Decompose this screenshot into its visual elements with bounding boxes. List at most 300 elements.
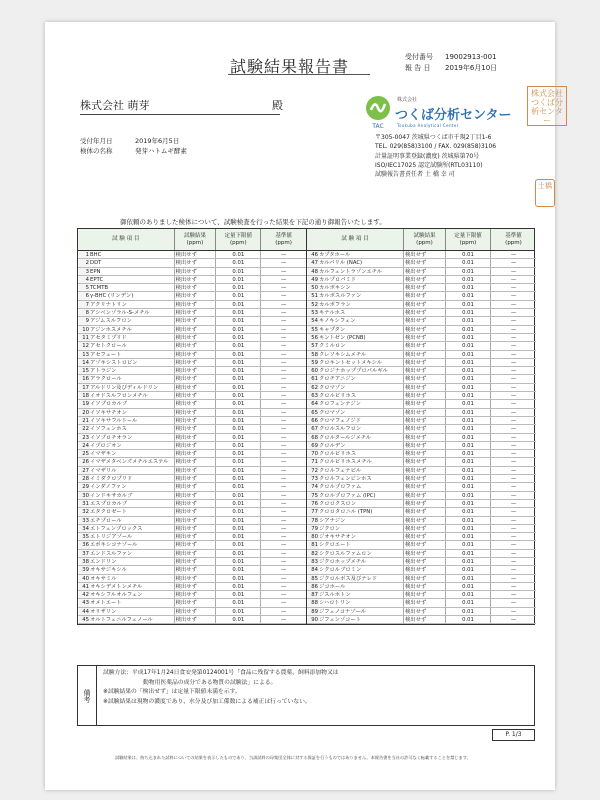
std-cell: — (280, 608, 287, 615)
item-cell (307, 342, 404, 349)
lab-phone: TEL. 029(858)3100 / FAX. 029(858)3106 (375, 143, 497, 151)
limit-cell: 0.01 (216, 400, 261, 407)
received-date-label: 受付年月日 (80, 137, 113, 145)
limit-cell: 0.01 (216, 375, 261, 382)
result-cell: 検出せず (175, 558, 217, 565)
item-number: 72 (308, 467, 319, 474)
table-row (307, 384, 536, 392)
std-cell: — (510, 301, 517, 308)
item-number: 37 (79, 550, 90, 557)
table-row (307, 566, 536, 574)
result-cell: 検出せず (404, 458, 446, 465)
item-cell (78, 384, 175, 391)
result-cell: 検出せず (404, 475, 446, 482)
limit-cell: 0.01 (216, 492, 261, 499)
result-cell: 検出せず (175, 442, 217, 449)
limit-cell: 0.01 (216, 384, 261, 391)
item-name: クロチアニジン (319, 376, 356, 383)
result-cell: 検出せず (404, 251, 446, 258)
result-cell: 検出せず (404, 575, 446, 582)
item-number: 74 (308, 483, 319, 490)
table-row (78, 483, 306, 491)
item-name: アジムスルフロン (90, 318, 132, 325)
item-name: シハロトリン (319, 600, 351, 607)
table-row (78, 317, 306, 325)
std-cell: — (280, 459, 287, 466)
std-cell: — (510, 459, 517, 466)
std-cell: — (280, 617, 287, 624)
limit-cell: 0.01 (216, 309, 261, 316)
std-cell: — (510, 600, 517, 607)
item-cell (307, 566, 404, 573)
limit-cell: 0.01 (446, 309, 491, 316)
result-cell: 検出せず (404, 259, 446, 266)
item-number: 56 (308, 334, 319, 341)
sample-info (80, 136, 187, 156)
header-item: 試 験 項 目 (307, 229, 404, 250)
item-name: クロロタロニル (TPN) (319, 509, 373, 516)
item-name: EPN (90, 268, 101, 275)
result-cell: 検出せず (175, 450, 217, 457)
item-number: 62 (308, 384, 319, 391)
item-cell (307, 334, 404, 341)
item-name: イソプロチオラン (90, 434, 133, 441)
item-cell (307, 541, 404, 548)
item-number: 42 (79, 591, 90, 598)
limit-cell: 0.01 (446, 417, 491, 424)
item-name: DDT (90, 260, 102, 267)
item-name: クロジナホッププロパルギル (319, 368, 388, 375)
table-row (78, 284, 306, 292)
result-cell: 検出せず (175, 384, 217, 391)
item-name: オリザリン (90, 608, 117, 615)
item-name: クロルピリホス (319, 451, 357, 458)
item-cell (78, 417, 175, 424)
limit-cell: 0.01 (216, 533, 261, 540)
item-number: 69 (308, 442, 319, 449)
item-cell (307, 450, 404, 457)
std-cell: — (510, 467, 517, 474)
item-number: 38 (79, 558, 90, 565)
item-name: シクロスルファムロン (319, 550, 372, 557)
item-cell (78, 400, 175, 407)
item-name: ジクロルボス及びナレド (319, 575, 378, 582)
result-cell: 検出せず (175, 533, 217, 540)
result-cell: 検出せず (404, 508, 446, 515)
result-cell: 検出せず (404, 359, 446, 366)
title-underline (228, 74, 370, 75)
result-cell: 検出せず (175, 251, 217, 258)
item-name: エンドスルファン (90, 550, 133, 557)
item-name: クロフェンテジン (319, 401, 361, 408)
limit-cell: 0.01 (446, 351, 491, 358)
item-number: 29 (79, 483, 90, 490)
item-name: ジクロン (319, 525, 341, 532)
item-name: イミダクロプリド (90, 476, 133, 483)
item-number: 89 (308, 608, 319, 615)
item-name: キナルホス (319, 310, 346, 317)
item-name: カルボフラン (319, 301, 351, 308)
table-row (78, 359, 306, 367)
item-name: インダノファン (90, 484, 127, 491)
limit-cell: 0.01 (446, 599, 491, 606)
item-name: カルフェントラゾンエチル (319, 268, 383, 275)
item-name: クロルプロファム (IPC) (319, 492, 376, 499)
table-row (78, 409, 306, 417)
result-cell: 検出せず (404, 450, 446, 457)
item-cell (307, 375, 404, 382)
item-number: 45 (79, 616, 90, 623)
limit-cell: 0.01 (216, 326, 261, 333)
std-cell: — (280, 426, 287, 433)
item-cell (78, 558, 175, 565)
std-cell: — (510, 426, 517, 433)
item-name: オキシデメトンメチル (90, 583, 143, 590)
std-cell: — (510, 359, 517, 366)
limit-cell: 0.01 (446, 276, 491, 283)
item-number: 58 (308, 351, 319, 358)
table-row (307, 417, 536, 425)
std-cell: — (280, 252, 287, 258)
result-cell: 検出せず (175, 434, 217, 441)
item-cell (307, 417, 404, 424)
item-cell (78, 566, 175, 573)
result-cell: 検出せず (175, 259, 217, 266)
limit-cell: 0.01 (446, 458, 491, 465)
result-cell: 検出せず (404, 268, 446, 275)
std-cell: — (510, 567, 517, 574)
result-cell: 検出せず (175, 276, 217, 283)
item-cell (307, 326, 404, 333)
header-std: 基準値 (ppm) (505, 232, 522, 246)
table-row (78, 351, 306, 359)
std-cell: — (280, 260, 287, 267)
result-cell: 検出せず (404, 492, 446, 499)
item-number: 24 (79, 442, 90, 449)
result-cell: 検出せず (175, 599, 217, 606)
result-cell: 検出せず (175, 517, 217, 524)
table-row (307, 550, 536, 558)
limit-cell: 0.01 (446, 268, 491, 275)
item-name: ジスルホトン (319, 592, 351, 599)
item-cell (78, 475, 175, 482)
std-cell: — (510, 343, 517, 350)
item-name: クロマゾン (319, 384, 346, 391)
std-cell: — (510, 276, 517, 283)
report-date: 2019年6月10日 (445, 64, 498, 72)
table-row (307, 425, 536, 433)
item-cell (78, 292, 175, 299)
item-number: 40 (79, 575, 90, 582)
item-cell (78, 591, 175, 598)
table-row (307, 541, 536, 549)
table-row (78, 608, 306, 616)
result-cell: 検出せず (404, 351, 446, 358)
limit-cell: 0.01 (216, 284, 261, 291)
table-row (307, 583, 536, 591)
item-name: シクロエート (319, 542, 351, 549)
result-cell: 検出せず (404, 417, 446, 424)
result-cell: 検出せず (175, 591, 217, 598)
item-number: 19 (79, 400, 90, 407)
result-cell: 検出せず (175, 417, 217, 424)
table-row (307, 525, 536, 533)
limit-cell: 0.01 (216, 409, 261, 416)
std-cell: — (510, 318, 517, 325)
item-number: 17 (79, 384, 90, 391)
table-row (78, 508, 306, 516)
lab-address: 〒305-0047 茨城県つくば市千現2丁目1-6 (375, 134, 492, 141)
result-cell: 検出せず (404, 392, 446, 399)
item-number: 61 (308, 375, 319, 382)
item-number: 41 (79, 583, 90, 590)
item-cell (307, 317, 404, 324)
item-name: オキサジキシル (90, 567, 127, 574)
std-cell: — (280, 534, 287, 541)
table-row (307, 359, 536, 367)
item-number: 31 (79, 500, 90, 507)
item-cell (307, 400, 404, 407)
limit-cell: 0.01 (216, 550, 261, 557)
item-number: 80 (308, 533, 319, 540)
result-cell: 検出せず (175, 458, 217, 465)
result-cell: 検出せず (404, 342, 446, 349)
results-table (77, 228, 535, 625)
item-number: 10 (79, 326, 90, 333)
item-number: 52 (308, 301, 319, 308)
item-name: クレソキシムメチル (319, 351, 367, 358)
item-name: EPTC (90, 276, 104, 283)
limit-cell: 0.01 (216, 317, 261, 324)
table-row (307, 268, 536, 276)
result-cell: 検出せず (404, 375, 446, 382)
footer-disclaimer: 試験結果は、持ち込まれた試料についての結果を表示したものであり、当該試料の母集団全体に対する保証を行うものではありません。本報告書を当社の許可なく転載することを禁じます。 (115, 755, 471, 760)
item-cell (78, 483, 175, 490)
result-cell: 検出せず (175, 367, 217, 374)
item-number: 90 (308, 616, 319, 623)
table-row (307, 400, 536, 408)
result-cell: 検出せず (404, 292, 446, 299)
result-cell: 検出せず (175, 268, 217, 275)
item-name: イソプロカルブ (90, 401, 128, 408)
item-cell (78, 326, 175, 333)
item-cell (78, 467, 175, 474)
item-name: イオドスルフロンメチル (90, 393, 148, 400)
lab-cert1: 計量証明事業登録(濃度) 茨城県第70号 (375, 152, 480, 160)
limit-cell: 0.01 (216, 259, 261, 266)
result-cell: 検出せず (175, 359, 217, 366)
table-row (78, 583, 306, 591)
sample-name: 発芽ハトムギ酵素 (135, 147, 187, 155)
limit-cell: 0.01 (446, 616, 491, 623)
std-cell: — (280, 326, 287, 333)
item-cell (78, 608, 175, 615)
item-cell (78, 259, 175, 266)
item-number: 23 (79, 434, 90, 441)
limit-cell: 0.01 (446, 292, 491, 299)
std-cell: — (510, 252, 517, 258)
item-cell (78, 367, 175, 374)
item-cell (307, 475, 404, 482)
limit-cell: 0.01 (446, 608, 491, 615)
table-row (307, 616, 536, 624)
item-cell (78, 500, 175, 507)
item-cell (307, 276, 404, 283)
item-name: エトリジアゾール (90, 534, 133, 541)
item-number: 44 (79, 608, 90, 615)
limit-cell: 0.01 (216, 608, 261, 615)
limit-cell: 0.01 (446, 442, 491, 449)
std-cell: — (510, 310, 517, 317)
limit-cell: 0.01 (216, 351, 261, 358)
limit-cell: 0.01 (216, 251, 261, 258)
std-cell: — (510, 401, 517, 408)
item-number: 4 (79, 276, 90, 283)
item-name: カルボキシン (319, 285, 351, 292)
std-cell: — (510, 583, 517, 590)
std-cell: — (510, 326, 517, 333)
item-name: ジフェノコナゾール (319, 608, 367, 615)
item-number: 77 (308, 508, 319, 515)
limit-cell: 0.01 (446, 500, 491, 507)
item-cell (307, 492, 404, 499)
item-number: 28 (79, 475, 90, 482)
limit-cell: 0.01 (446, 550, 491, 557)
item-cell (307, 284, 404, 291)
table-row (78, 599, 306, 607)
table-row (307, 375, 536, 383)
limit-cell: 0.01 (446, 384, 491, 391)
note-line: ※試験結果は現物の濃度であり、水分及び加工係数による補正は行っていない。 (103, 698, 311, 705)
item-name: オメトエート (90, 600, 122, 607)
limit-cell: 0.01 (446, 409, 491, 416)
table-row (307, 284, 536, 292)
item-cell (78, 268, 175, 275)
table-row (78, 467, 306, 475)
limit-cell: 0.01 (446, 375, 491, 382)
item-number: 86 (308, 583, 319, 590)
table-row (78, 517, 306, 525)
item-name: イマザキン (90, 451, 117, 458)
limit-cell: 0.01 (446, 400, 491, 407)
std-cell: — (280, 550, 287, 557)
header-limit: 定量下限値 (ppm) (216, 229, 261, 250)
std-cell: — (280, 384, 287, 391)
limit-cell: 0.01 (216, 268, 261, 275)
std-cell: — (510, 608, 517, 615)
result-cell: 検出せず (404, 309, 446, 316)
std-cell: — (280, 401, 287, 408)
table-row (307, 591, 536, 599)
std-cell: — (510, 351, 517, 358)
result-cell: 検出せず (175, 392, 217, 399)
table-row (307, 309, 536, 317)
item-name: アトラジン (90, 368, 117, 375)
item-name: エチプロール (90, 517, 122, 524)
item-name: ジフェンゾコート (319, 617, 362, 624)
item-number: 85 (308, 575, 319, 582)
limit-cell: 0.01 (216, 425, 261, 432)
item-number: 32 (79, 508, 90, 515)
item-number: 7 (79, 301, 90, 308)
item-number: 6 (79, 292, 90, 299)
table-row (78, 533, 306, 541)
result-cell: 検出せず (175, 342, 217, 349)
item-cell (307, 301, 404, 308)
std-cell: — (280, 525, 287, 532)
page-number: P. 1/3 (492, 729, 535, 741)
result-cell: 検出せず (404, 558, 446, 565)
limit-cell: 0.01 (446, 483, 491, 490)
limit-cell: 0.01 (216, 500, 261, 507)
item-number: 75 (308, 492, 319, 499)
table-row (307, 317, 536, 325)
std-cell: — (280, 492, 287, 499)
table-row (78, 417, 306, 425)
item-cell (307, 367, 404, 374)
limit-cell: 0.01 (216, 359, 261, 366)
result-cell: 検出せず (404, 500, 446, 507)
item-cell (78, 251, 175, 258)
table-row (78, 251, 306, 259)
std-cell: — (510, 525, 517, 532)
result-cell: 検出せず (175, 292, 217, 299)
item-cell (307, 483, 404, 490)
table-row (78, 550, 306, 558)
result-cell: 検出せず (404, 400, 446, 407)
std-cell: — (280, 583, 287, 590)
item-name: アセフェート (90, 351, 122, 358)
std-cell: — (280, 268, 287, 275)
item-name: ジクロホップメチル (319, 558, 367, 565)
table-row (78, 259, 306, 267)
item-cell (307, 550, 404, 557)
limit-cell: 0.01 (216, 334, 261, 341)
item-number: 33 (79, 517, 90, 524)
table-row (78, 566, 306, 574)
left-column (78, 251, 307, 624)
result-cell: 検出せず (404, 591, 446, 598)
limit-cell: 0.01 (446, 301, 491, 308)
report-sheet (45, 22, 563, 790)
limit-cell: 0.01 (216, 292, 261, 299)
lab-corp-type: 株式会社 (397, 97, 418, 103)
table-row (78, 500, 306, 508)
result-cell: 検出せず (404, 334, 446, 341)
std-cell: — (280, 509, 287, 516)
result-cell: 検出せず (404, 442, 446, 449)
std-cell: — (280, 293, 287, 300)
limit-cell: 0.01 (216, 483, 261, 490)
limit-cell: 0.01 (446, 326, 491, 333)
std-cell: — (510, 451, 517, 458)
std-cell: — (510, 393, 517, 400)
item-number: 36 (79, 541, 90, 548)
item-name: クロルピリホスメチル (319, 459, 372, 466)
table-header (78, 229, 534, 251)
item-cell (78, 458, 175, 465)
item-name: イソフェンホス (90, 426, 127, 433)
item-number: 59 (308, 359, 319, 366)
item-name: クロロクスロン (319, 500, 357, 507)
item-cell (307, 309, 404, 316)
item-name: カプタホール (319, 252, 351, 258)
std-cell: — (510, 409, 517, 416)
std-cell: — (510, 484, 517, 491)
item-name: アルドリン及びディルドリン (90, 384, 159, 391)
limit-cell: 0.01 (216, 367, 261, 374)
sample-name-label: 検体の名称 (80, 147, 113, 155)
